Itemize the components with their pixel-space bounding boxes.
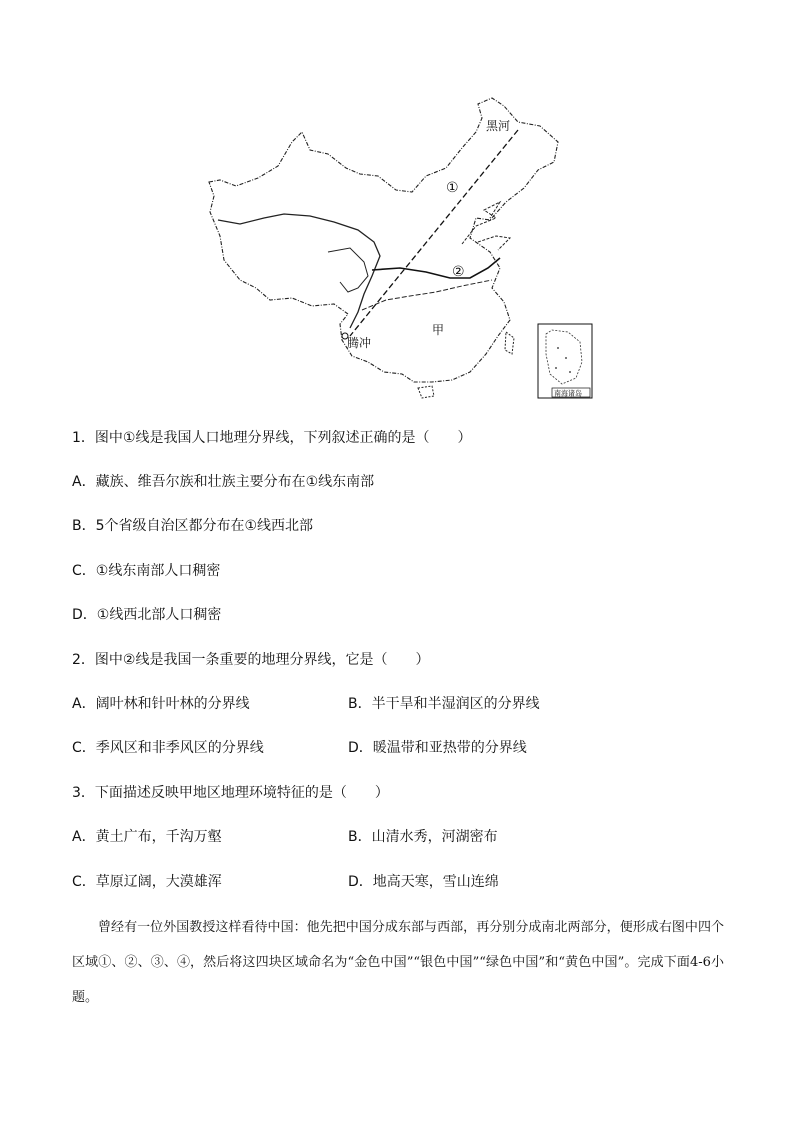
label-tengchong: 腾冲: [347, 336, 372, 350]
line-2-qinling-huaihe: [372, 258, 500, 278]
label-jia: 甲: [432, 323, 445, 337]
question-2-option-b[interactable]: B．半干旱和半湿润区的分界线: [348, 696, 540, 712]
question-2-stem: 2．图中②线是我国一条重要的地理分界线，它是（ ）: [72, 652, 430, 668]
question-1-stem: 1．图中①线是我国人口地理分界线，下列叙述正确的是（ ）: [72, 430, 472, 446]
question-2-option-d[interactable]: D．暖温带和亚热带的分界线: [348, 740, 527, 756]
reading-passage: 曾经有一位外国教授这样看待中国：他先把中国分成东部与西部，再分别分成南北两部分，便形成右图中四个区域①、②、③、④，然后将这四块区域命名为“金色中国”“银色中国”“绿色中国”和“黄色中国”。完成下面4-6小题。: [72, 920, 724, 1005]
sichuan-boundary: [328, 248, 368, 292]
question-1-option-c[interactable]: C．①线东南部人口稠密: [72, 563, 221, 579]
question-1-option-d[interactable]: D．①线西北部人口稠密: [72, 607, 222, 623]
taiwan-island: [505, 332, 514, 354]
shandong-coast: [478, 236, 510, 250]
question-2-option-a[interactable]: A．阔叶林和针叶林的分界线: [72, 696, 250, 712]
question-1-option-b[interactable]: B．5个省级自治区都分布在①线西北部: [72, 518, 314, 534]
question-2-option-c[interactable]: C．季风区和非季风区的分界线: [72, 740, 264, 756]
china-map-figure: [200, 92, 600, 404]
question-1-option-a[interactable]: A．藏族、维吾尔族和壮族主要分布在①线东南部: [72, 474, 375, 490]
question-3-option-b[interactable]: B．山清水秀，河湖密布: [348, 829, 498, 845]
label-line1: ①: [446, 180, 459, 196]
hainan-island: [418, 386, 434, 398]
bohai-coast: [462, 202, 500, 244]
china-map: [200, 92, 600, 404]
plateau-boundary: [218, 214, 380, 328]
china-outline: [209, 98, 558, 382]
question-3-stem: 3．下面描述反映甲地区地理环境特征的是（ ）: [72, 785, 389, 801]
south-china-sea-inset: [538, 324, 592, 398]
yangtze-line: [362, 280, 492, 310]
label-inset: 南海诸岛: [554, 389, 582, 398]
label-heihe: 黑河: [486, 119, 511, 133]
line-1-heihe-tengchong: [350, 130, 518, 336]
question-3-option-d[interactable]: D．地高天寒，雪山连绵: [348, 874, 499, 890]
question-3-option-a[interactable]: A．黄土广布，千沟万壑: [72, 829, 222, 845]
question-3-option-c[interactable]: C．草原辽阔，大漠雄浑: [72, 874, 222, 890]
label-line2: ②: [452, 264, 465, 280]
